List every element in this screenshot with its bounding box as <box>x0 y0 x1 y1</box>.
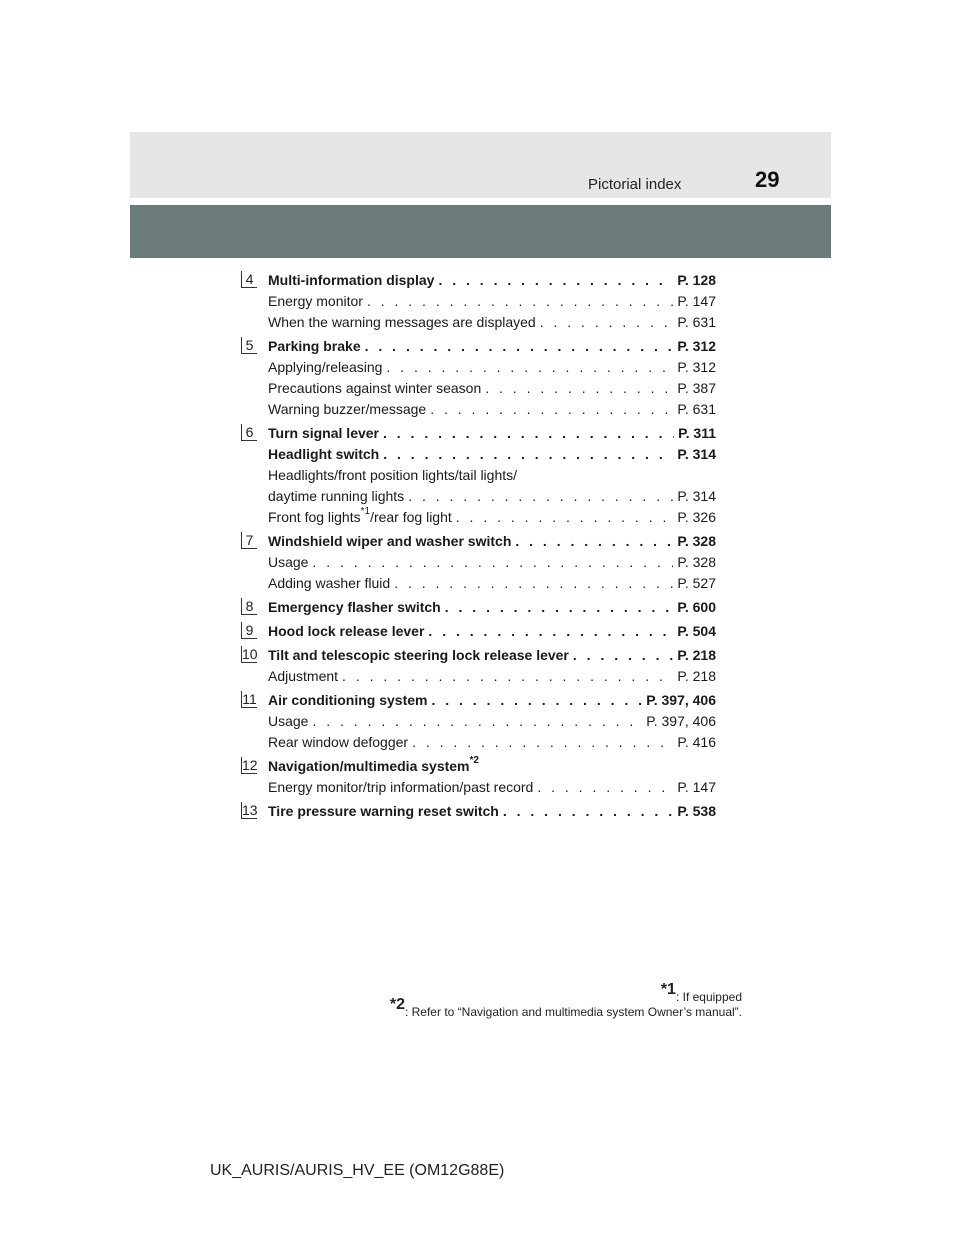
page-reference: P. 314 <box>677 446 716 462</box>
model-code: UK_AURIS/AURIS_HV_EE (OM12G88E) <box>210 1162 505 1179</box>
entry-label: Multi-information display <box>268 272 435 288</box>
page-reference: P. 397, 406 <box>646 713 716 729</box>
index-entry <box>241 336 716 420</box>
entry-heading[interactable] <box>268 645 716 666</box>
page-reference: P. 326 <box>677 509 716 525</box>
entry-label: Usage <box>268 713 309 729</box>
entry-heading[interactable] <box>268 690 716 711</box>
page-reference: P. 311 <box>678 425 716 441</box>
page-reference: P. 397, 406 <box>646 692 716 708</box>
page-reference: P. 312 <box>677 359 716 375</box>
entry-subitem[interactable] <box>268 486 716 507</box>
dot-leader <box>383 423 674 444</box>
entry-label: Navigation/multimedia system$^{*2}$ <box>268 755 479 774</box>
page-reference: P. 538 <box>677 803 716 819</box>
index-entries <box>241 270 716 825</box>
page-reference: P. 631 <box>677 401 716 417</box>
dot-leader <box>503 801 673 822</box>
dot-leader <box>485 378 673 399</box>
dot-leader <box>367 291 673 312</box>
entry-label: Front fog lights$^{*1}$/rear fog light <box>268 506 452 525</box>
page-reference: P. 504 <box>677 623 716 639</box>
entry-marker: 11 <box>242 691 257 707</box>
entry-label: When the warning messages are displayed <box>268 314 536 330</box>
entry-label: Parking brake <box>268 338 361 354</box>
dot-leader <box>430 399 673 420</box>
entry-label: Warning buzzer/message <box>268 401 427 417</box>
page-reference: P. 328 <box>677 554 716 570</box>
entry-heading[interactable] <box>268 336 716 357</box>
entry-heading[interactable] <box>268 423 716 444</box>
page-reference: P. 527 <box>677 575 716 591</box>
entry-label: Adjustment <box>268 668 339 684</box>
entry-subitem[interactable] <box>268 552 716 573</box>
index-entry <box>241 531 716 594</box>
dot-leader <box>342 666 673 687</box>
footnote-ref: *2 <box>469 755 479 767</box>
entry-label: Headlights/front position lights/tail lights/ <box>268 467 518 483</box>
footnote-1: $^{*1}$: If equipped <box>660 981 742 1004</box>
entry-marker: 10 <box>242 646 258 662</box>
entry-heading[interactable] <box>268 270 716 291</box>
dot-leader <box>312 711 642 732</box>
entry-marker: 12 <box>242 757 258 773</box>
page-reference: P. 147 <box>677 293 716 309</box>
entry-marker: 7 <box>241 532 257 549</box>
page-reference: P. 387 <box>677 380 716 396</box>
dot-leader <box>438 270 673 291</box>
index-entry <box>241 270 716 333</box>
entry-heading[interactable] <box>268 621 716 642</box>
dot-leader <box>408 486 673 507</box>
index-entry <box>241 756 716 798</box>
index-entry <box>241 621 716 642</box>
entry-subitem[interactable] <box>268 507 716 528</box>
entry-label: Turn signal lever <box>268 425 379 441</box>
dot-leader <box>386 357 673 378</box>
page-reference: P. 600 <box>677 599 716 615</box>
page-reference: P. 631 <box>677 314 716 330</box>
entry-subitem[interactable] <box>268 399 716 420</box>
entry-subitem[interactable] <box>268 291 716 312</box>
entry-heading[interactable] <box>268 801 716 822</box>
page-reference: P. 416 <box>677 734 716 750</box>
dot-leader <box>428 621 673 642</box>
dot-leader <box>412 732 673 753</box>
entry-subitem[interactable] <box>268 732 716 753</box>
entry-subitem[interactable] <box>268 666 716 687</box>
entry-label: Usage <box>268 554 309 570</box>
footnotes <box>389 981 742 1020</box>
entry-marker: 13 <box>242 802 258 818</box>
dot-leader <box>515 531 673 552</box>
page-reference: P. 218 <box>677 668 716 684</box>
footnote-2: $^{*2}$: Refer to “Navigation and multimedia system Owner’s manual”. <box>389 996 742 1019</box>
entry-subitem[interactable] <box>268 777 716 798</box>
index-entry <box>241 423 716 528</box>
entry-subitem[interactable] <box>268 465 716 486</box>
entry-marker: 9 <box>241 622 257 639</box>
entry-label: Air conditioning system <box>268 692 428 708</box>
entry-subitem[interactable] <box>268 711 716 732</box>
entry-heading[interactable] <box>268 531 716 552</box>
dot-leader <box>537 777 673 798</box>
entry-marker: 6 <box>241 424 257 441</box>
footnote-ref: *1 <box>360 506 371 518</box>
entry-label: Tilt and telescopic steering lock release lever <box>268 647 569 663</box>
page-number: 29 <box>755 167 780 192</box>
dot-leader <box>540 312 674 333</box>
index-entry <box>241 597 716 618</box>
page-reference: P. 314 <box>677 488 716 504</box>
index-entry <box>241 690 716 753</box>
entry-label: Applying/releasing <box>268 359 383 375</box>
entry-label: Hood lock release lever <box>268 623 425 639</box>
section-title: Pictorial index <box>588 176 682 193</box>
dot-leader <box>573 645 673 666</box>
dot-leader <box>312 552 673 573</box>
entry-subitem[interactable] <box>268 378 716 399</box>
header-band <box>130 132 831 198</box>
dot-leader <box>445 597 674 618</box>
dot-leader <box>365 336 674 357</box>
entry-label: Adding washer fluid <box>268 575 391 591</box>
entry-subitem[interactable] <box>268 357 716 378</box>
entry-marker: 8 <box>241 598 257 615</box>
entry-label: Windshield wiper and washer switch <box>268 533 512 549</box>
entry-label: Energy monitor/trip information/past record <box>268 779 534 795</box>
dot-leader <box>431 690 642 711</box>
entry-label: Rear window defogger <box>268 734 409 750</box>
entry-heading[interactable] <box>268 756 716 777</box>
page-reference: P. 128 <box>677 272 716 288</box>
index-entry <box>241 645 716 687</box>
dot-leader <box>456 507 674 528</box>
entry-label: Tire pressure warning reset switch <box>268 803 499 819</box>
page-reference: P. 328 <box>677 533 716 549</box>
page-reference: P. 147 <box>677 779 716 795</box>
entry-marker: 5 <box>241 337 257 354</box>
entry-heading[interactable] <box>268 444 716 465</box>
entry-heading[interactable] <box>268 597 716 618</box>
entry-subitem[interactable] <box>268 573 716 594</box>
entry-label: Precautions against winter season <box>268 380 482 396</box>
entry-label: daytime running lights <box>268 488 405 504</box>
page-reference: P. 218 <box>677 647 716 663</box>
entry-label: Emergency flasher switch <box>268 599 441 615</box>
entry-subitem[interactable] <box>268 312 716 333</box>
entry-label: Headlight switch <box>268 446 380 462</box>
index-entry <box>241 801 716 822</box>
header-dark-band <box>130 205 831 258</box>
entry-label: Energy monitor <box>268 293 363 309</box>
dot-leader <box>383 444 673 465</box>
dot-leader <box>394 573 673 594</box>
entry-marker: 4 <box>241 271 257 288</box>
page-reference: P. 312 <box>677 338 716 354</box>
